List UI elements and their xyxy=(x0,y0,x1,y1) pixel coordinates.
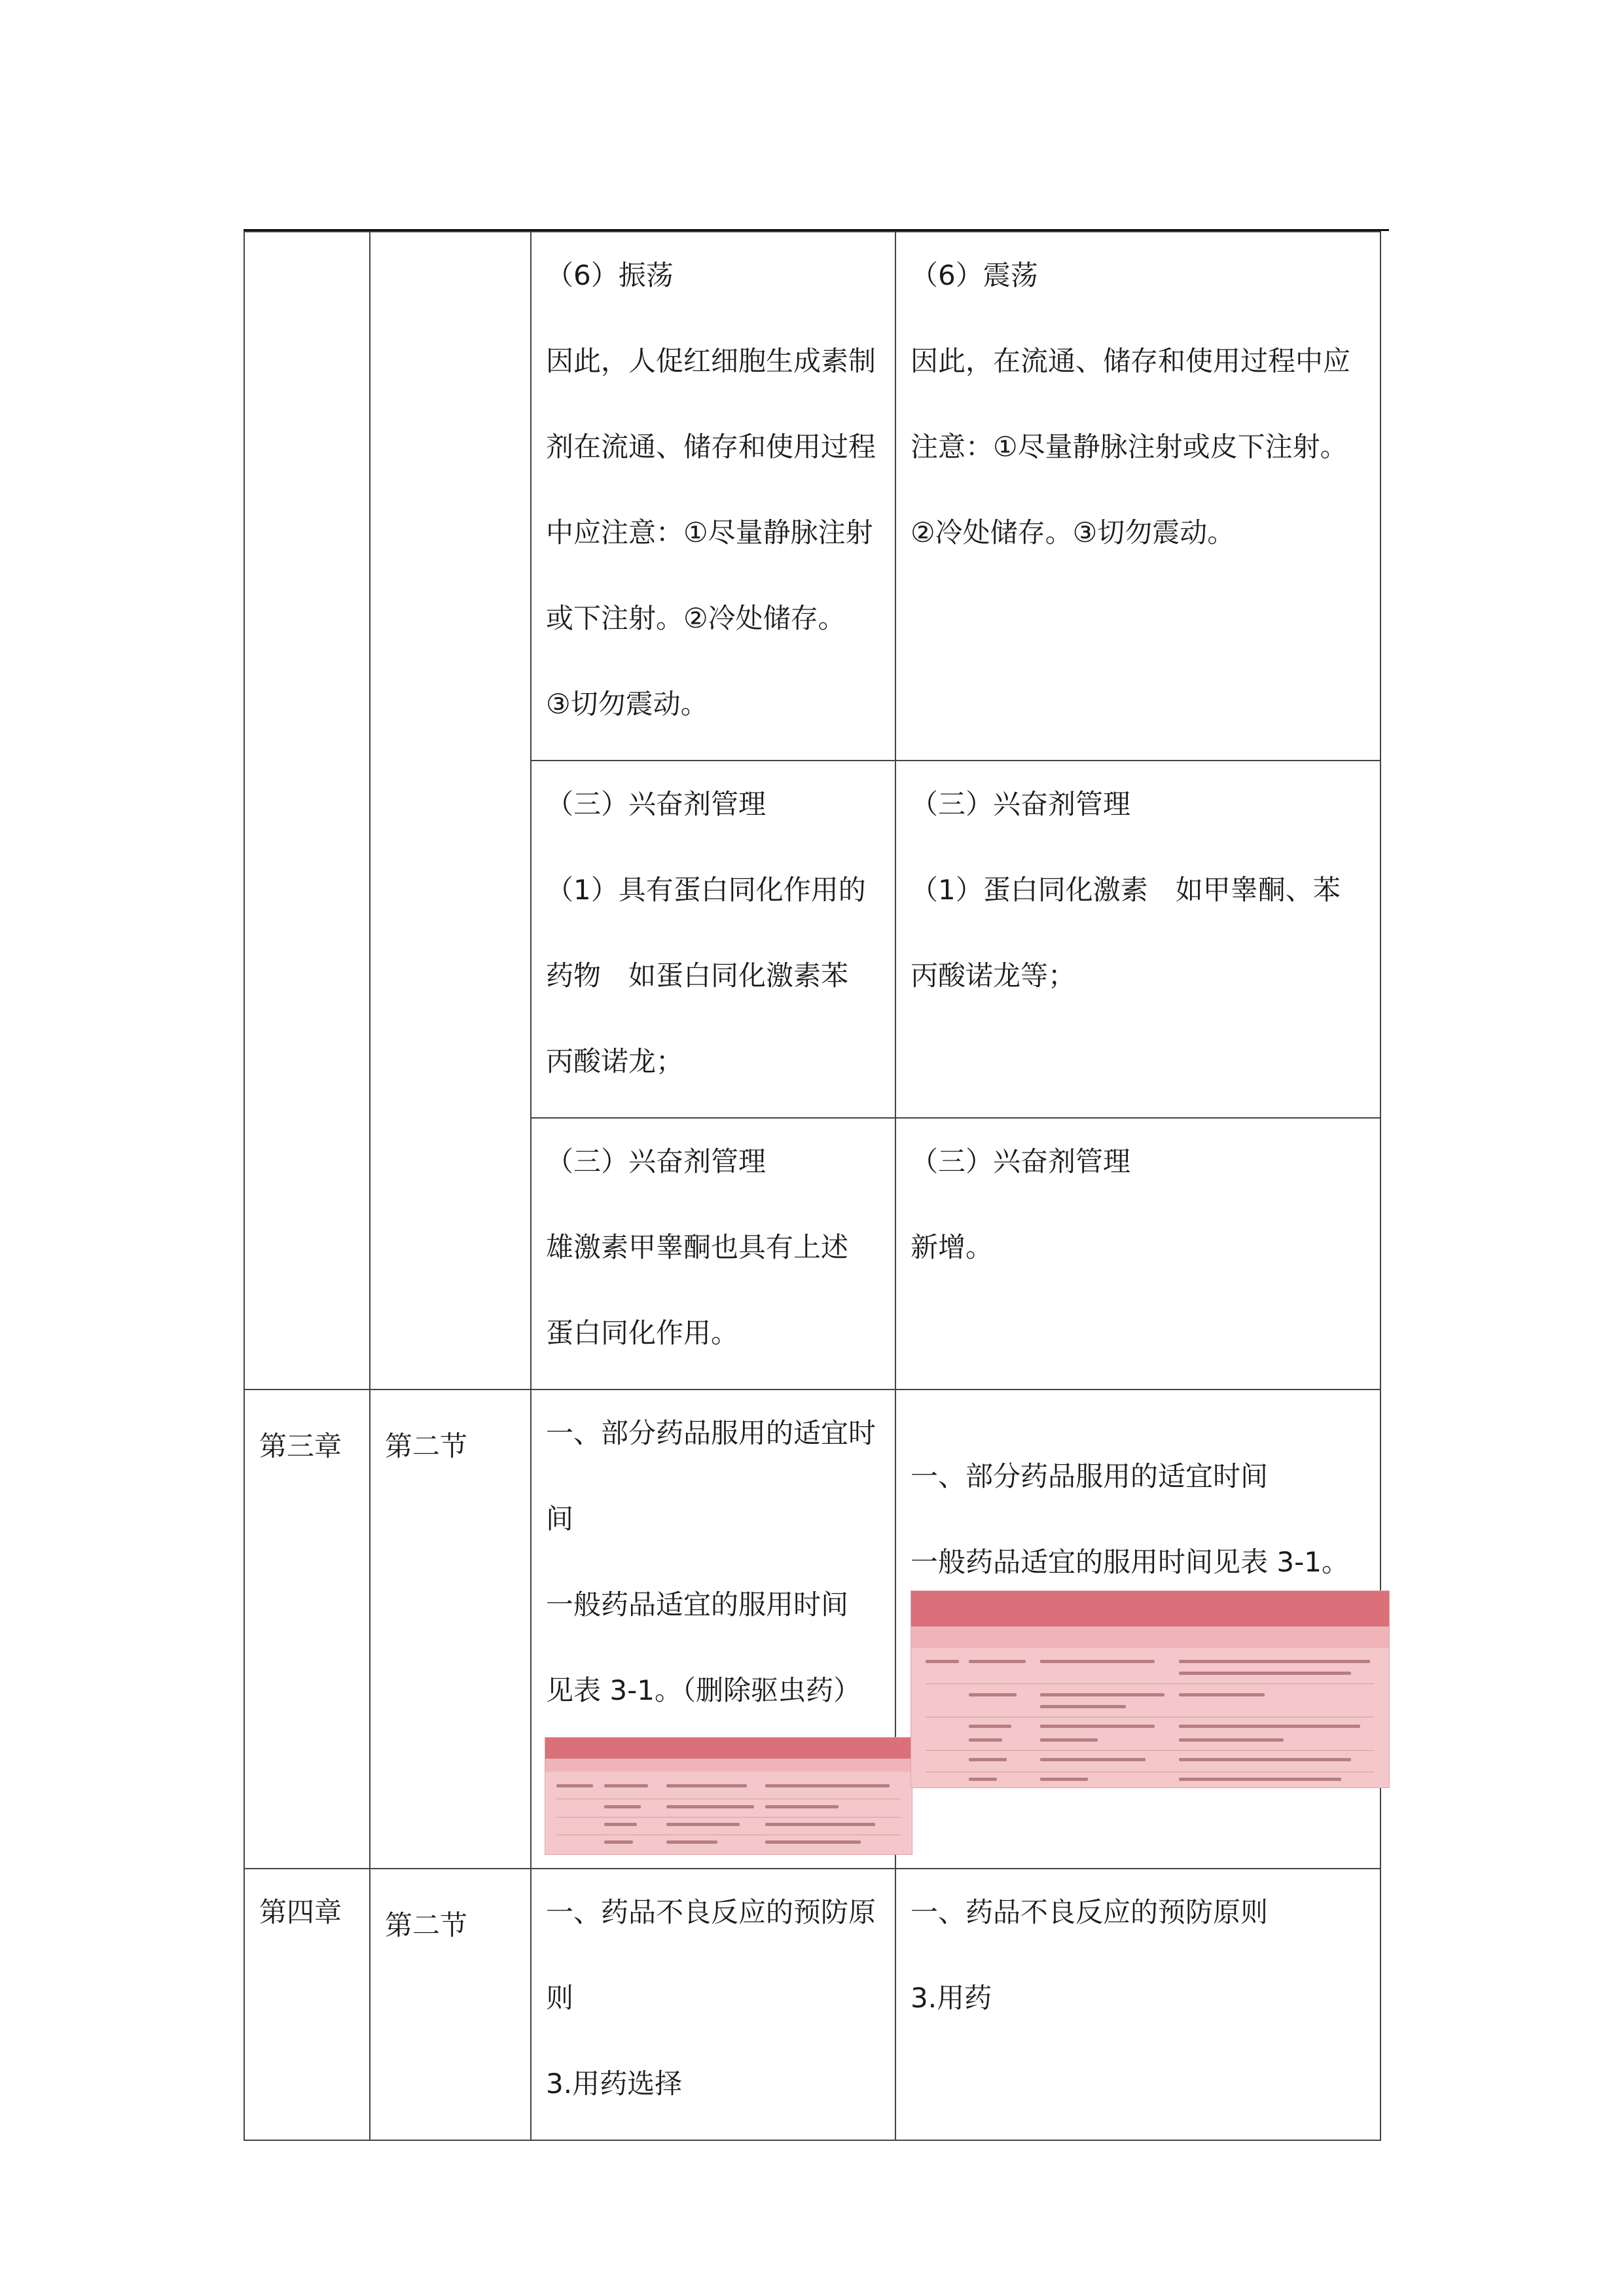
chapter-cell xyxy=(244,232,370,1390)
text-line: （三）兴奋剂管理 xyxy=(911,788,1131,820)
text-line: 丙酸诺龙； xyxy=(546,1045,684,1077)
text-line: 或下注射。②冷处储存。 xyxy=(546,602,846,634)
original-text-cell xyxy=(531,1118,895,1390)
text-line: （三）兴奋剂管理 xyxy=(546,788,767,820)
text-line: 一、部分药品服用的适宜时间 xyxy=(911,1460,1269,1492)
chapter-cell xyxy=(244,1869,370,2140)
text-line: 中应注意：①尽量静脉注射 xyxy=(546,516,873,548)
text-line: 注意：①尽量静脉注射或皮下注射。 xyxy=(911,431,1348,463)
chapter-cell xyxy=(244,1390,370,1869)
revised-text-cell xyxy=(895,761,1380,1118)
chapter-label: 第三章 xyxy=(259,1430,342,1462)
text-line: 雄激素甲睾酮也具有上述 xyxy=(546,1231,849,1263)
text-line: 则 xyxy=(546,1982,574,2014)
table-3-1-image-large xyxy=(911,1590,1390,1788)
section-cell xyxy=(370,1869,531,2140)
text-line: 丙酸诺龙等； xyxy=(911,960,1076,992)
text-line: 3.用药 xyxy=(911,1982,992,2014)
text-line: （6）震荡 xyxy=(911,259,1038,291)
revised-text-cell xyxy=(895,1390,1380,1869)
table-row xyxy=(244,232,1380,761)
chapter-label: 第四章 xyxy=(259,1896,342,1928)
original-text-cell xyxy=(531,1869,895,2140)
text-line: 一、药品不良反应的预防原 xyxy=(546,1896,876,1928)
text-line: （三）兴奋剂管理 xyxy=(911,1145,1131,1177)
text-line: 一般药品适宜的服用时间 xyxy=(546,1588,849,1621)
text-line: （1）具有蛋白同化作用的 xyxy=(546,874,866,906)
table-3-1-image-small xyxy=(545,1737,912,1855)
text-line: 因此，人促红细胞生成素制 xyxy=(546,345,876,377)
section-label: 第二节 xyxy=(385,1909,468,1941)
original-text-cell xyxy=(531,232,895,761)
text-line: （6）振荡 xyxy=(546,259,674,291)
text-line: 蛋白同化作用。 xyxy=(546,1317,739,1349)
original-text-cell xyxy=(531,1390,895,1869)
section-cell xyxy=(370,232,531,1390)
text-line: 药物 如蛋白同化激素苯 xyxy=(546,960,849,992)
text-line: 一般药品适宜的服用时间见表 3-1。 xyxy=(911,1546,1349,1578)
text-line: ②冷处储存。③切勿震动。 xyxy=(911,516,1235,548)
revised-text-cell xyxy=(895,232,1380,761)
section-label: 第二节 xyxy=(385,1430,468,1462)
text-line: 3.用药选择 xyxy=(546,2068,683,2100)
revised-text-cell xyxy=(895,1118,1380,1390)
revised-text-cell xyxy=(895,1869,1380,2140)
text-line: 见表 3-1。（删除驱虫药） xyxy=(546,1674,861,1706)
text-line: 因此，在流通、储存和使用过程中应 xyxy=(911,345,1351,377)
text-line: 新增。 xyxy=(911,1231,994,1263)
revision-table xyxy=(244,231,1381,2141)
text-line: 一、药品不良反应的预防原则 xyxy=(911,1896,1269,1928)
table-row xyxy=(244,1869,1380,2140)
table-row xyxy=(244,1390,1380,1869)
text-line: （1）蛋白同化激素 如甲睾酮、苯 xyxy=(911,874,1341,906)
original-text-cell xyxy=(531,761,895,1118)
text-line: 间 xyxy=(546,1503,574,1535)
text-line: 剂在流通、储存和使用过程 xyxy=(546,431,876,463)
text-line: ③切勿震动。 xyxy=(546,688,708,720)
text-line: （三）兴奋剂管理 xyxy=(546,1145,767,1177)
text-line: 一、部分药品服用的适宜时 xyxy=(546,1417,876,1449)
section-cell xyxy=(370,1390,531,1869)
